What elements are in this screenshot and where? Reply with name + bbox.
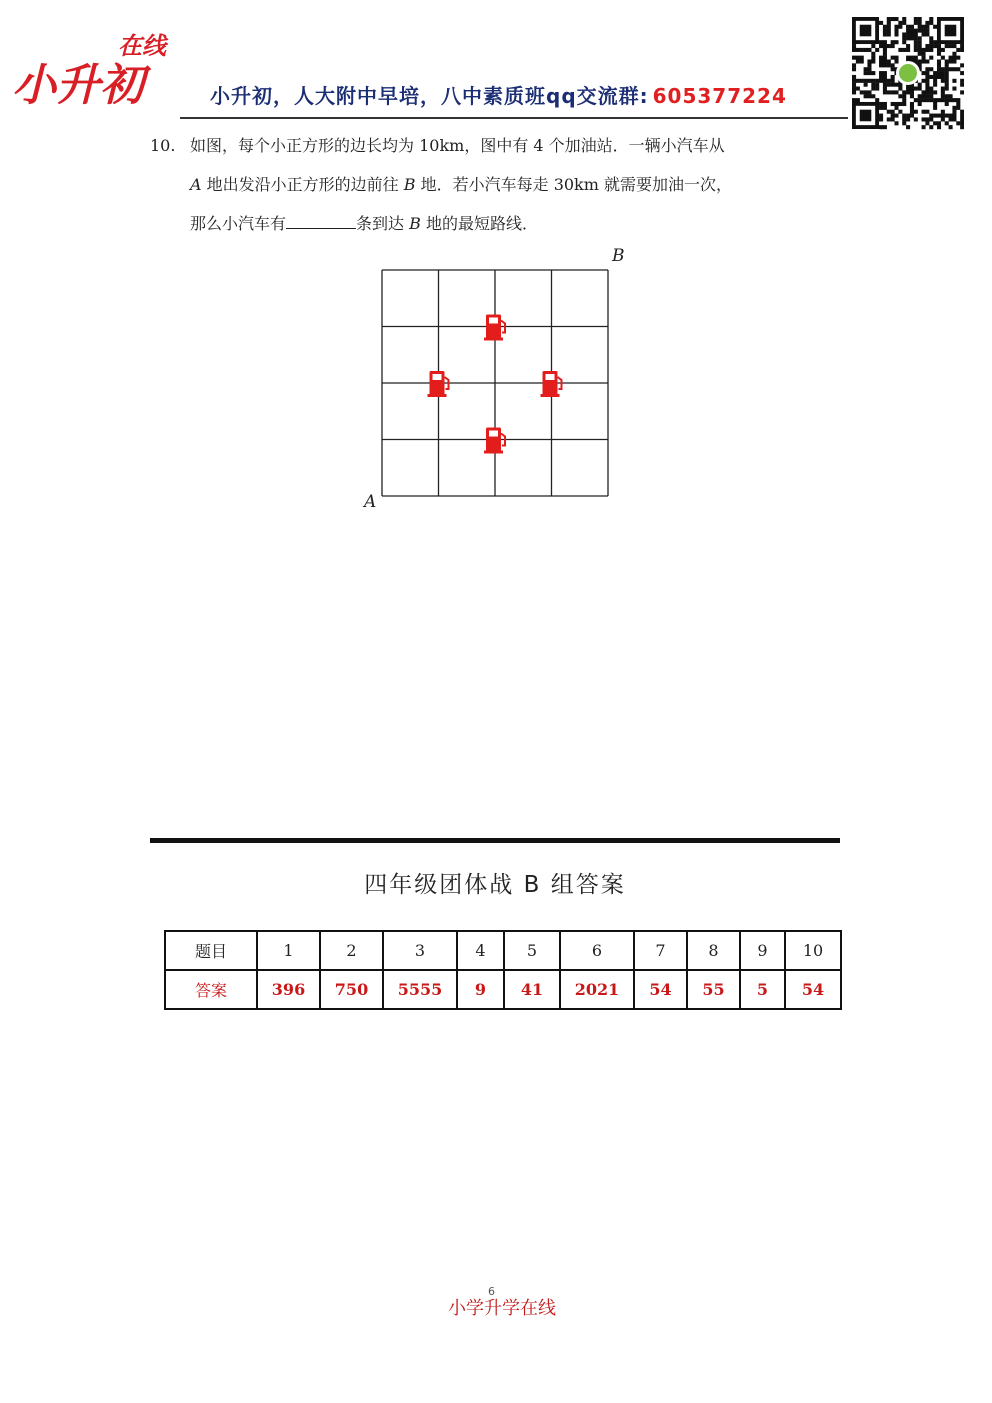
question-line-3-text-a: 那么小汽车有 xyxy=(190,214,287,233)
header-title-text: 小升初，人大附中早培，八中素质班qq交流群: xyxy=(210,84,649,108)
answer-value: 5555 xyxy=(383,970,457,1009)
answer-blank xyxy=(286,210,356,229)
logo-sub: 在线 xyxy=(118,32,166,60)
logo-text: 小升初 xyxy=(12,60,144,108)
footer-text: 小学升学在线 xyxy=(448,1298,556,1319)
q-num: 9 xyxy=(740,931,785,970)
q-num: 8 xyxy=(687,931,740,970)
var-a: A xyxy=(190,175,202,194)
answer-value: 750 xyxy=(320,970,383,1009)
qr-code-graphic xyxy=(852,14,964,132)
q-num: 3 xyxy=(383,931,457,970)
logo-graphic xyxy=(10,22,180,108)
answer-value: 9 xyxy=(457,970,504,1009)
answer-table-values-row xyxy=(165,970,841,1009)
q-num: 5 xyxy=(504,931,560,970)
row-header-question: 题目 xyxy=(165,931,257,970)
question-line-3-text-b: 条到达 xyxy=(356,214,410,233)
answer-title: 四年级团体战 B 组答案 xyxy=(364,872,626,898)
q-num: 7 xyxy=(634,931,687,970)
q-num: 2 xyxy=(320,931,383,970)
qq-number: 605377224 xyxy=(652,84,787,108)
q-num: 6 xyxy=(560,931,634,970)
qr-code xyxy=(852,14,964,132)
gas-station-icon xyxy=(484,428,505,454)
answer-value: 396 xyxy=(257,970,320,1009)
gas-station-icon xyxy=(541,371,562,397)
question-line-2-text-b: 地．若小汽车每走 30km 就需要加油一次， xyxy=(415,175,733,194)
gas-station-icon xyxy=(484,315,505,341)
answer-value: 55 xyxy=(687,970,740,1009)
var-b: B xyxy=(403,175,416,194)
question-line-1: 如图，每个小正方形的边长均为 10km，图中有 4 个加油站．一辆小汽车从 xyxy=(190,136,725,155)
q-num: 4 xyxy=(457,931,504,970)
point-b-label: B xyxy=(612,246,625,266)
question-line-3-text-c: 地的最短路线． xyxy=(420,214,538,233)
q-num: 1 xyxy=(257,931,320,970)
var-b-2: B xyxy=(409,214,421,233)
answer-table-numbers-row xyxy=(165,931,841,970)
answer-value: 41 xyxy=(504,970,560,1009)
row-header-answer: 答案 xyxy=(165,970,257,1009)
grid-figure xyxy=(360,250,640,520)
question-line-3 xyxy=(190,204,538,243)
question-line-2 xyxy=(190,165,732,204)
answer-value: 54 xyxy=(634,970,687,1009)
question-number: 10. xyxy=(150,136,176,155)
point-a-label: A xyxy=(364,492,377,512)
section-divider xyxy=(150,838,840,843)
header-divider xyxy=(180,117,848,119)
answer-value: 5 xyxy=(740,970,785,1009)
answer-value: 2021 xyxy=(560,970,634,1009)
site-logo xyxy=(10,22,180,108)
answer-table xyxy=(164,930,842,1010)
grid-svg xyxy=(360,250,640,520)
answer-value: 54 xyxy=(785,970,841,1009)
page-number: 6 xyxy=(488,1285,495,1298)
q-num: 10 xyxy=(785,931,841,970)
gas-station-icon xyxy=(428,371,449,397)
header-title xyxy=(210,80,787,109)
question-line-2-text-a: 地出发沿小正方形的边前往 xyxy=(201,175,404,194)
